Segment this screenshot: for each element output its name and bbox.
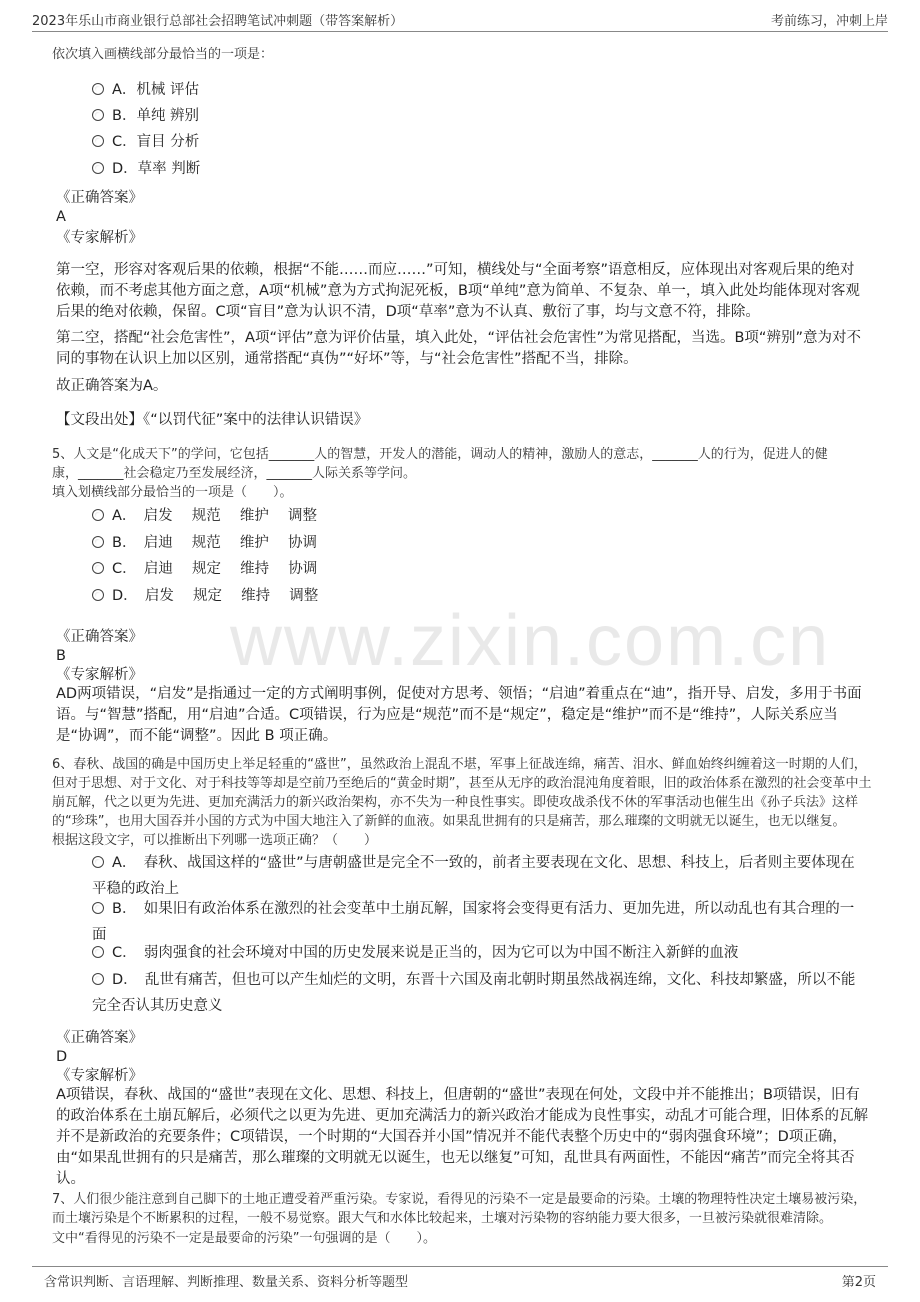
q4-analysis-conclusion: 故正确答案为A。: [56, 378, 168, 394]
q4-analysis-p2: 第二空，搭配“社会危害性”，A项“评估”意为评价估量，填入此处，“评估社会危害性”为常见搭配，当选。B项“辨别”意为对不同的事物在认识上加以区别，通常搭配“真伪”“好坏”等，与“社会危害性”搭配不当，排除。: [56, 330, 861, 367]
footer-divider: [32, 1266, 888, 1267]
q6-option-d[interactable]: D． 乱世有痛苦，但也可以产生灿烂的文明，东晋十六国及南北朝时期虽然战祸连绵，文化、科技却繁盛，所以不能完全否认其历史意义: [92, 972, 856, 1014]
radio-icon[interactable]: [92, 902, 104, 914]
radio-icon[interactable]: [92, 135, 104, 147]
q5-analysis: AD两项错误，“启发”是指通过一定的方式阐明事例，促使对方思考、领悟；“启迪”着重点在“迪”，指开导、启发，多用于书面语。与“智慧”搭配，用“启迪”合适。C项错误，行为应是“规范”而不是“规定”，稳定是“维护”而不是“维持”，人际关系应当是“协调”，而不能“调整”。因此 B 项正确。: [56, 686, 862, 744]
radio-icon[interactable]: [92, 856, 104, 868]
q6-analysis-label: 《专家解析》: [56, 1068, 143, 1084]
q6-stem: 6、春秋、战国的确是中国历史上举足轻重的“盛世”，虽然政治上混乱不堪，军事上征战连绵，痛苦、泪水、鲜血始终纠缠着这一时期的人们，但对于思想、对于文化、对于科技等等却是空前乃至绝后的“黄金时期”，甚至从无序的政治混沌角度着眼，旧的政治体系在激烈的社会变革中土崩瓦解，代之以更为先进、更加充满活力的新兴政治架构，亦不失为一种良性事实。即使攻战杀伐不休的军事活动也催生出《孙子兵法》这样的“珍珠”，也用大国吞并小国的方式为中国大地注入了新鲜的血液。如果乱世拥有的只是痛苦，那么璀璨的文明就无以诞生，也无以继复。: [52, 757, 872, 829]
radio-icon[interactable]: [92, 946, 104, 958]
q4-option-c[interactable]: C．盲目 分析: [92, 131, 199, 153]
q5-stem-line2: 康，_______社会稳定乃至发展经济，_______人际关系等学问。: [52, 466, 417, 481]
radio-icon[interactable]: [92, 162, 104, 174]
watermark: www.zixin.com.cn: [230, 601, 831, 681]
q5-option-b[interactable]: B． 启迪 规范 维护 协调: [92, 532, 317, 554]
q5-option-a[interactable]: A． 启发 规范 维护 调整: [92, 505, 317, 527]
q6-analysis: A项错误，春秋、战国的“盛世”表现在文化、思想、科技上，但唐朝的“盛世”表现在何处，文段中并不能推出；B项错误，旧有的政治体系在土崩瓦解后，必须代之以更为先进、更加充满活力的新兴政治才能成为良性事实，动乱才可能合理，旧体系的瓦解并不是新政治的充要条件；C项错误，一个时期的“大国吞并小国”情况并不能代表整个历史中的“弱肉强食环境”；D项正确，由“如果乱世拥有的只是痛苦，那么璀璨的文明就无以诞生，也无以继复”可知，乱世具有两面性，不能因“痛苦”而完全将其否认。: [56, 1087, 868, 1187]
q6-answer: D: [56, 1049, 68, 1065]
page-header-slogan: 考前练习，冲刺上岸: [770, 14, 888, 29]
page-header-title: 2023年乐山市商业银行总部社会招聘笔试冲刺题（带答案解析）: [32, 14, 404, 29]
q5-stem-line1: 5、人文是“化成天下”的学问，它包括_______人的智慧，开发人的潜能，调动人的精神，激励人的意志，_______人的行为，促进人的健: [52, 447, 828, 462]
footer-text: 含常识判断、言语理解、判断推理、数量关系、资料分析等题型: [44, 1275, 409, 1290]
q5-answer: B: [56, 648, 66, 664]
q4-source: 【文段出处】《“以罚代征”案中的法律认识错误》: [56, 412, 369, 428]
radio-icon[interactable]: [92, 536, 104, 548]
q7-stem-question: 文中“看得见的污染不一定是最要命的污染”一句强调的是（ ）。: [52, 1231, 436, 1246]
q6-answer-label: 《正确答案》: [56, 1030, 143, 1046]
q6-stem-question: 根据这段文字，可以推断出下列哪一选项正确？（ ）: [52, 833, 378, 848]
q6-option-c[interactable]: C． 弱肉强食的社会环境对中国的历史发展来说是正当的，因为它可以为中国不断注入新鲜的血液: [92, 940, 862, 966]
radio-icon[interactable]: [92, 509, 104, 521]
q6-option-b[interactable]: B． 如果旧有政治体系在激烈的社会变革中土崩瓦解，国家将会变得更有活力、更加先进，所以动乱也有其合理的一面: [92, 901, 855, 943]
q5-answer-label: 《正确答案》: [56, 629, 143, 645]
q4-answer: A: [56, 209, 66, 225]
q4-answer-label: 《正确答案》: [56, 190, 143, 206]
q4-option-a[interactable]: A．机械 评估: [92, 79, 199, 101]
q4-analysis-p1: 第一空，形容对客观后果的依赖，根据“不能……而应……”可知，横线处与“全面考察”语意相反，应体现出对客观后果的绝对依赖，而不考虑其他方面之意，A项“机械”意为方式拘泥死板，B项“单纯”意为简单、不复杂、单一，填入此处均能体现对客观后果的绝对依赖，保留。C项“盲目”意为认识不清，D项“草率”意为不认真、敷衍了事，均与文意不符，排除。: [56, 262, 860, 320]
q4-prompt: 依次填入画横线部分最恰当的一项是：: [52, 47, 274, 62]
q7-stem: 7、人们很少能注意到自己脚下的土地正遭受着严重污染。专家说，看得见的污染不一定是最要命的污染。土壤的物理特性决定土壤易被污染，而土壤污染是个不断累积的过程，一般不易觉察。跟大气和水体比较起来，土壤对污染物的容纳能力要大很多，一旦被污染就很难清除。: [52, 1192, 867, 1226]
radio-icon[interactable]: [92, 589, 104, 601]
q4-analysis-label: 《专家解析》: [56, 230, 143, 246]
q4-option-d[interactable]: D．草率 判断: [92, 158, 200, 180]
q6-option-a[interactable]: A． 春秋、战国这样的“盛世”与唐朝盛世是完全不一致的，前者主要表现在文化、思想、科技上，后者则主要体现在平稳的政治上: [92, 855, 855, 897]
radio-icon[interactable]: [92, 83, 104, 95]
header-divider: [32, 31, 888, 32]
page-number: 第2页: [841, 1275, 876, 1290]
q5-stem-question: 填入划横线部分最恰当的一项是（ ）。: [52, 485, 293, 500]
q5-analysis-label: 《专家解析》: [56, 667, 143, 683]
q4-option-b[interactable]: B．单纯 辨别: [92, 105, 199, 127]
q5-option-c[interactable]: C． 启迪 规定 维持 协调: [92, 558, 317, 580]
q5-option-d[interactable]: D． 启发 规定 维持 调整: [92, 585, 318, 607]
radio-icon[interactable]: [92, 973, 104, 985]
radio-icon[interactable]: [92, 562, 104, 574]
radio-icon[interactable]: [92, 109, 104, 121]
